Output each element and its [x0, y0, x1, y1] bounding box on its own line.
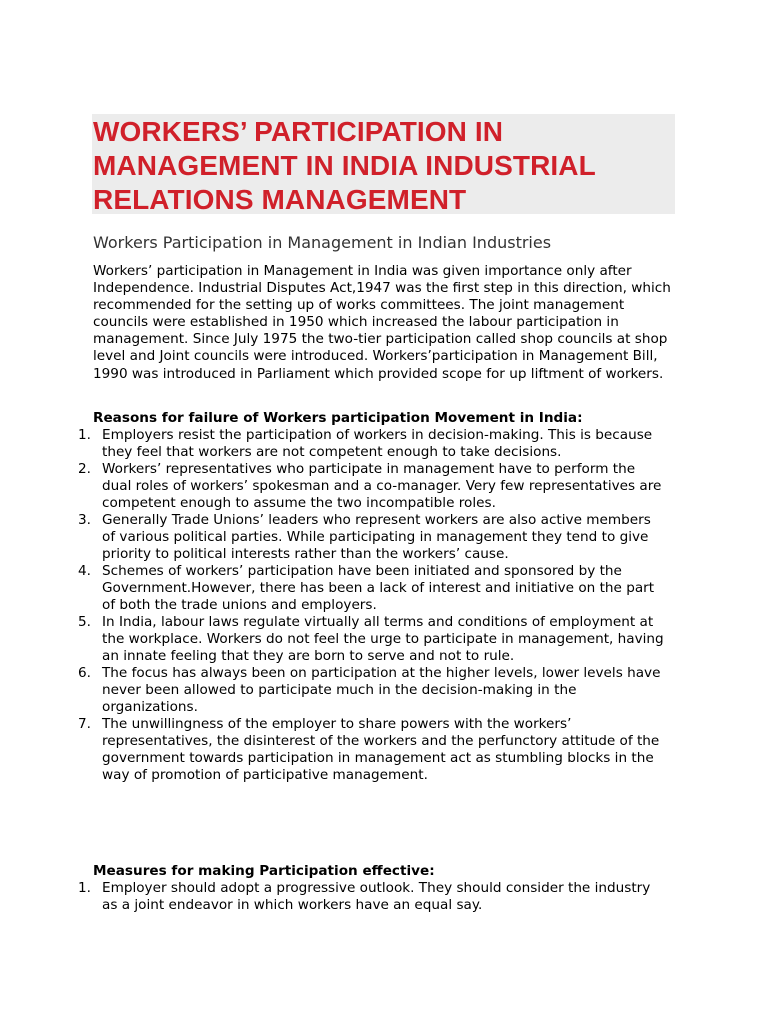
- page-subtitle: Workers Participation in Management in Indian Industries: [93, 233, 552, 252]
- measures-list: [0, 880, 680, 914]
- list-item: [0, 614, 680, 665]
- list-item-number: 1.: [78, 427, 91, 443]
- list-item: [0, 461, 680, 512]
- list-item: [0, 880, 680, 914]
- list-item-text: Schemes of workers’ participation have been initiated and sponsored by the Government.However, there has been a lack of interest and initiative on the part of both the trade unions and employers.: [102, 563, 655, 613]
- list-item-number: 3.: [78, 512, 91, 528]
- list-item-text: In India, labour laws regulate virtually all terms and conditions of employment at the workplace. Workers do not feel the urge to participate in management, having an innate feeling that they are born to serve and not to rule.: [102, 614, 664, 664]
- list-item-number: 7.: [78, 716, 91, 732]
- list-item: [0, 563, 680, 614]
- list-item-number: 6.: [78, 665, 91, 681]
- reasons-list: [0, 427, 680, 784]
- list-item-text: The focus has always been on participation at the higher levels, lower levels have never been allowed to participate much in the decision-making in the organizations.: [102, 665, 661, 715]
- list-item-number: 2.: [78, 461, 91, 477]
- reasons-heading: Reasons for failure of Workers participation Movement in India:: [93, 410, 583, 426]
- list-item: [0, 716, 680, 784]
- list-item: [0, 512, 680, 563]
- list-item-text: Workers’ representatives who participate in management have to perform the dual roles of workers’ spokesman and a co-manager. Very few representatives are competent enough to assume the two incompatible roles.: [102, 461, 662, 511]
- list-item: [0, 665, 680, 716]
- list-item-number: 5.: [78, 614, 91, 630]
- list-item-text: Generally Trade Unions’ leaders who represent workers are also active members of various political parties. While participating in management they tend to give priority to political interests rather than the workers’ cause.: [102, 512, 651, 562]
- list-item: [0, 427, 680, 461]
- page-title: WORKERS’ PARTICIPATION IN MANAGEMENT IN INDIA INDUSTRIAL RELATIONS MANAGEMENT: [93, 116, 596, 215]
- list-item-text: Employers resist the participation of workers in decision-making. This is because they feel that workers are not competent enough to take decisions.: [102, 427, 653, 460]
- list-item-number: 4.: [78, 563, 91, 579]
- list-item-number: 1.: [78, 880, 91, 896]
- intro-paragraph: Workers’ participation in Management in India was given importance only after Independence. Industrial Disputes Act,1947 was the first step in this direction, which recommended for the setting up of works committees. The joint management councils were established in 1950 which increased the labour participation in management. Since July 1975 the two-tier participation called shop councils at shop level and Joint councils were introduced. Workers’participation in Management Bill, 1990 was introduced in Parliament which provided scope for up liftment of workers.: [93, 263, 671, 382]
- list-item-text: The unwillingness of the employer to share powers with the workers’ representatives, the disinterest of the workers and the perfunctory attitude of the government towards participation in management act as stumbling blocks in the way of promotion of participative management.: [102, 716, 660, 783]
- measures-heading: Measures for making Participation effective:: [93, 863, 435, 879]
- list-item-text: Employer should adopt a progressive outlook. They should consider the industry as a joint endeavor in which workers have an equal say.: [102, 880, 651, 913]
